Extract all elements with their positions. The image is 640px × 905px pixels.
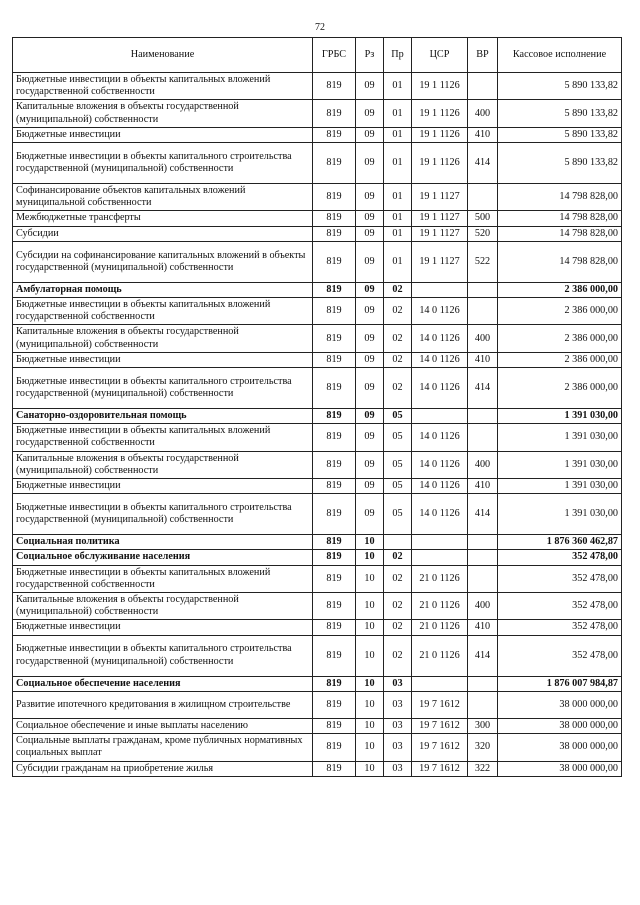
cell-grbs: 819 <box>313 127 356 142</box>
cell-amount: 1 391 030,00 <box>498 451 622 478</box>
cell-csr <box>412 409 468 424</box>
cell-grbs: 819 <box>313 761 356 776</box>
cell-pr: 03 <box>384 676 412 691</box>
cell-grbs: 819 <box>313 620 356 635</box>
cell-rz: 10 <box>356 691 384 718</box>
cell-csr: 14 0 1126 <box>412 325 468 352</box>
cell-csr: 19 7 1612 <box>412 761 468 776</box>
cell-pr: 02 <box>384 352 412 367</box>
cell-name: Бюджетные инвестиции в объекты капитальных вложений государственной собственности <box>13 565 313 592</box>
cell-amount: 5 890 133,82 <box>498 100 622 127</box>
cell-vr: 414 <box>468 143 498 184</box>
table-row <box>13 635 622 676</box>
cell-rz: 10 <box>356 676 384 691</box>
cell-grbs: 819 <box>313 184 356 211</box>
cell-rz: 10 <box>356 620 384 635</box>
header-amount: Кассовое исполнение <box>498 38 622 73</box>
cell-vr: 414 <box>468 635 498 676</box>
cell-grbs: 819 <box>313 676 356 691</box>
cell-name: Софинансирование объектов капитальных вложений муниципальной собственности <box>13 184 313 211</box>
cell-csr: 21 0 1126 <box>412 635 468 676</box>
cell-pr: 02 <box>384 593 412 620</box>
cell-grbs: 819 <box>313 565 356 592</box>
cell-amount: 14 798 828,00 <box>498 211 622 226</box>
cell-amount: 2 386 000,00 <box>498 352 622 367</box>
cell-vr: 500 <box>468 211 498 226</box>
cell-rz: 09 <box>356 127 384 142</box>
cell-rz: 09 <box>356 282 384 297</box>
cell-csr: 19 7 1612 <box>412 718 468 733</box>
table-row <box>13 73 622 100</box>
cell-vr <box>468 184 498 211</box>
cell-csr: 19 1 1126 <box>412 127 468 142</box>
cell-name: Бюджетные инвестиции <box>13 620 313 635</box>
table-row <box>13 451 622 478</box>
cell-csr: 21 0 1126 <box>412 593 468 620</box>
cell-pr: 05 <box>384 479 412 494</box>
cell-vr <box>468 282 498 297</box>
cell-csr: 14 0 1126 <box>412 368 468 409</box>
cell-rz: 10 <box>356 593 384 620</box>
cell-pr: 01 <box>384 143 412 184</box>
cell-grbs: 819 <box>313 298 356 325</box>
cell-pr: 01 <box>384 184 412 211</box>
cell-csr: 19 1 1127 <box>412 211 468 226</box>
cell-csr <box>412 282 468 297</box>
cell-csr: 14 0 1126 <box>412 451 468 478</box>
header-rz: Рз <box>356 38 384 73</box>
cell-pr: 02 <box>384 635 412 676</box>
cell-rz: 10 <box>356 550 384 565</box>
cell-vr <box>468 298 498 325</box>
cell-pr: 02 <box>384 282 412 297</box>
cell-grbs: 819 <box>313 409 356 424</box>
cell-amount: 5 890 133,82 <box>498 73 622 100</box>
cell-rz: 09 <box>356 211 384 226</box>
cell-pr: 01 <box>384 211 412 226</box>
cell-pr <box>384 535 412 550</box>
cell-rz: 09 <box>356 368 384 409</box>
cell-pr: 05 <box>384 494 412 535</box>
cell-grbs: 819 <box>313 226 356 241</box>
cell-rz: 10 <box>356 565 384 592</box>
cell-name: Развитие ипотечного кредитования в жилищном строительстве <box>13 691 313 718</box>
header-name: Наименование <box>13 38 313 73</box>
cell-name: Бюджетные инвестиции в объекты капитального строительства государственной (муниципальной) собственности <box>13 368 313 409</box>
cell-grbs: 819 <box>313 635 356 676</box>
cell-vr: 410 <box>468 479 498 494</box>
table-row <box>13 241 622 282</box>
table-row <box>13 325 622 352</box>
table-row <box>13 211 622 226</box>
cell-csr <box>412 550 468 565</box>
cell-grbs: 819 <box>313 593 356 620</box>
cell-pr: 01 <box>384 127 412 142</box>
cell-vr: 414 <box>468 368 498 409</box>
cell-amount: 2 386 000,00 <box>498 282 622 297</box>
table-row-section <box>13 409 622 424</box>
cell-pr: 03 <box>384 734 412 761</box>
cell-amount: 1 391 030,00 <box>498 409 622 424</box>
cell-csr <box>412 535 468 550</box>
cell-vr: 400 <box>468 100 498 127</box>
cell-vr: 410 <box>468 127 498 142</box>
table-row <box>13 143 622 184</box>
cell-vr <box>468 565 498 592</box>
cell-rz: 09 <box>356 73 384 100</box>
cell-grbs: 819 <box>313 282 356 297</box>
cell-grbs: 819 <box>313 718 356 733</box>
cell-grbs: 819 <box>313 494 356 535</box>
cell-amount: 2 386 000,00 <box>498 368 622 409</box>
table-row <box>13 352 622 367</box>
cell-grbs: 819 <box>313 241 356 282</box>
cell-pr: 01 <box>384 241 412 282</box>
cell-vr <box>468 550 498 565</box>
cell-vr <box>468 73 498 100</box>
cell-amount: 1 391 030,00 <box>498 494 622 535</box>
cell-name: Капитальные вложения в объекты государственной (муниципальной) собственности <box>13 593 313 620</box>
cell-name: Капитальные вложения в объекты государственной (муниципальной) собственности <box>13 325 313 352</box>
cell-pr: 05 <box>384 409 412 424</box>
cell-amount: 2 386 000,00 <box>498 325 622 352</box>
table-row-section <box>13 535 622 550</box>
cell-vr: 300 <box>468 718 498 733</box>
table-row <box>13 761 622 776</box>
cell-grbs: 819 <box>313 73 356 100</box>
cell-csr: 19 7 1612 <box>412 691 468 718</box>
cell-csr: 19 1 1127 <box>412 241 468 282</box>
cell-vr <box>468 409 498 424</box>
cell-csr: 21 0 1126 <box>412 620 468 635</box>
cell-csr <box>412 676 468 691</box>
cell-name: Бюджетные инвестиции <box>13 352 313 367</box>
cell-pr: 02 <box>384 620 412 635</box>
cell-amount: 38 000 000,00 <box>498 691 622 718</box>
cell-csr: 14 0 1126 <box>412 424 468 451</box>
cell-grbs: 819 <box>313 691 356 718</box>
cell-pr: 02 <box>384 325 412 352</box>
cell-amount: 38 000 000,00 <box>498 718 622 733</box>
cell-vr: 320 <box>468 734 498 761</box>
table-row <box>13 100 622 127</box>
cell-pr: 01 <box>384 73 412 100</box>
cell-rz: 09 <box>356 451 384 478</box>
cell-rz: 09 <box>356 143 384 184</box>
table-row <box>13 184 622 211</box>
table-row <box>13 298 622 325</box>
cell-vr <box>468 676 498 691</box>
cell-csr: 19 1 1126 <box>412 100 468 127</box>
cell-vr: 322 <box>468 761 498 776</box>
cell-pr: 01 <box>384 100 412 127</box>
cell-vr <box>468 691 498 718</box>
cell-rz: 10 <box>356 635 384 676</box>
table-row <box>13 565 622 592</box>
cell-vr: 400 <box>468 593 498 620</box>
cell-grbs: 819 <box>313 479 356 494</box>
cell-amount: 1 391 030,00 <box>498 424 622 451</box>
cell-grbs: 819 <box>313 352 356 367</box>
cell-grbs: 819 <box>313 100 356 127</box>
cell-csr: 14 0 1126 <box>412 352 468 367</box>
cell-csr: 19 1 1127 <box>412 226 468 241</box>
cell-name: Субсидии гражданам на приобретение жилья <box>13 761 313 776</box>
cell-rz: 09 <box>356 226 384 241</box>
cell-amount: 5 890 133,82 <box>498 127 622 142</box>
cell-amount: 2 386 000,00 <box>498 298 622 325</box>
table-row <box>13 368 622 409</box>
cell-name: Социальное обеспечение и иные выплаты населению <box>13 718 313 733</box>
cell-amount: 352 478,00 <box>498 550 622 565</box>
cell-grbs: 819 <box>313 535 356 550</box>
cell-rz: 10 <box>356 734 384 761</box>
table-row <box>13 226 622 241</box>
cell-vr <box>468 424 498 451</box>
cell-rz: 10 <box>356 718 384 733</box>
table-row-section <box>13 676 622 691</box>
cell-vr: 520 <box>468 226 498 241</box>
cell-name: Бюджетные инвестиции в объекты капитальных вложений государственной собственности <box>13 73 313 100</box>
cell-csr: 21 0 1126 <box>412 565 468 592</box>
cell-amount: 352 478,00 <box>498 620 622 635</box>
cell-amount: 1 391 030,00 <box>498 479 622 494</box>
cell-pr: 05 <box>384 424 412 451</box>
table-body <box>13 73 622 777</box>
cell-name: Социальная политика <box>13 535 313 550</box>
cell-pr: 02 <box>384 565 412 592</box>
cell-rz: 09 <box>356 409 384 424</box>
table-row <box>13 718 622 733</box>
cell-name: Санаторно-оздоровительная помощь <box>13 409 313 424</box>
table-row <box>13 424 622 451</box>
cell-vr <box>468 535 498 550</box>
cell-rz: 09 <box>356 352 384 367</box>
cell-vr: 414 <box>468 494 498 535</box>
cell-amount: 38 000 000,00 <box>498 734 622 761</box>
cell-vr: 400 <box>468 451 498 478</box>
cell-grbs: 819 <box>313 211 356 226</box>
cell-csr: 19 1 1127 <box>412 184 468 211</box>
table-row <box>13 691 622 718</box>
cell-name: Социальное обслуживание населения <box>13 550 313 565</box>
cell-pr: 05 <box>384 451 412 478</box>
cell-amount: 14 798 828,00 <box>498 226 622 241</box>
cell-csr: 14 0 1126 <box>412 298 468 325</box>
cell-pr: 02 <box>384 550 412 565</box>
cell-amount: 352 478,00 <box>498 635 622 676</box>
table-row <box>13 620 622 635</box>
cell-vr: 410 <box>468 352 498 367</box>
header-vr: ВР <box>468 38 498 73</box>
header-csr: ЦСР <box>412 38 468 73</box>
cell-amount: 14 798 828,00 <box>498 241 622 282</box>
cell-name: Бюджетные инвестиции в объекты капитальных вложений государственной собственности <box>13 424 313 451</box>
cell-name: Бюджетные инвестиции <box>13 479 313 494</box>
cell-rz: 09 <box>356 494 384 535</box>
cell-grbs: 819 <box>313 451 356 478</box>
cell-name: Бюджетные инвестиции в объекты капитального строительства государственной (муниципальной) собственности <box>13 635 313 676</box>
cell-csr: 19 1 1126 <box>412 143 468 184</box>
cell-name: Бюджетные инвестиции в объекты капитальных вложений государственной собственности <box>13 298 313 325</box>
cell-name: Бюджетные инвестиции в объекты капитального строительства государственной (муниципальной) собственности <box>13 494 313 535</box>
cell-grbs: 819 <box>313 550 356 565</box>
cell-pr: 02 <box>384 298 412 325</box>
cell-amount: 5 890 133,82 <box>498 143 622 184</box>
cell-amount: 1 876 360 462,87 <box>498 535 622 550</box>
cell-amount: 352 478,00 <box>498 593 622 620</box>
cell-rz: 09 <box>356 241 384 282</box>
cell-rz: 09 <box>356 479 384 494</box>
cell-amount: 14 798 828,00 <box>498 184 622 211</box>
cell-vr: 522 <box>468 241 498 282</box>
header-pr: Пр <box>384 38 412 73</box>
cell-rz: 09 <box>356 184 384 211</box>
cell-name: Амбулаторная помощь <box>13 282 313 297</box>
cell-amount: 38 000 000,00 <box>498 761 622 776</box>
table-row <box>13 734 622 761</box>
cell-pr: 01 <box>384 226 412 241</box>
cell-name: Капитальные вложения в объекты государственной (муниципальной) собственности <box>13 100 313 127</box>
page-number: 72 <box>315 22 325 33</box>
table-header-row <box>13 38 622 73</box>
table-row-section <box>13 282 622 297</box>
cell-pr: 02 <box>384 368 412 409</box>
cell-name: Бюджетные инвестиции <box>13 127 313 142</box>
cell-grbs: 819 <box>313 424 356 451</box>
cell-rz: 09 <box>356 100 384 127</box>
cell-csr: 14 0 1126 <box>412 494 468 535</box>
table-row <box>13 593 622 620</box>
cell-grbs: 819 <box>313 734 356 761</box>
cell-amount: 352 478,00 <box>498 565 622 592</box>
cell-rz: 10 <box>356 535 384 550</box>
cell-name: Бюджетные инвестиции в объекты капитального строительства государственной (муниципальной) собственности <box>13 143 313 184</box>
cell-grbs: 819 <box>313 143 356 184</box>
cell-name: Капитальные вложения в объекты государственной (муниципальной) собственности <box>13 451 313 478</box>
table-row <box>13 494 622 535</box>
cell-pr: 03 <box>384 761 412 776</box>
header-grbs: ГРБС <box>313 38 356 73</box>
cell-name: Субсидии на софинансирование капитальных вложений в объекты государственной (муниципальной) собственности <box>13 241 313 282</box>
cell-name: Межбюджетные трансферты <box>13 211 313 226</box>
cell-csr: 14 0 1126 <box>412 479 468 494</box>
cell-pr: 03 <box>384 691 412 718</box>
table-row-section <box>13 550 622 565</box>
cell-csr: 19 1 1126 <box>412 73 468 100</box>
cell-name: Социальное обеспечение населения <box>13 676 313 691</box>
cell-pr: 03 <box>384 718 412 733</box>
cell-grbs: 819 <box>313 368 356 409</box>
cell-amount: 1 876 007 984,87 <box>498 676 622 691</box>
cell-rz: 09 <box>356 424 384 451</box>
cell-vr: 400 <box>468 325 498 352</box>
cell-rz: 09 <box>356 325 384 352</box>
cell-grbs: 819 <box>313 325 356 352</box>
cell-name: Субсидии <box>13 226 313 241</box>
table-row <box>13 127 622 142</box>
cell-vr: 410 <box>468 620 498 635</box>
cell-rz: 10 <box>356 761 384 776</box>
cell-rz: 09 <box>356 298 384 325</box>
table-row <box>13 479 622 494</box>
cell-name: Социальные выплаты гражданам, кроме публичных нормативных социальных выплат <box>13 734 313 761</box>
budget-execution-table <box>12 37 622 777</box>
cell-csr: 19 7 1612 <box>412 734 468 761</box>
